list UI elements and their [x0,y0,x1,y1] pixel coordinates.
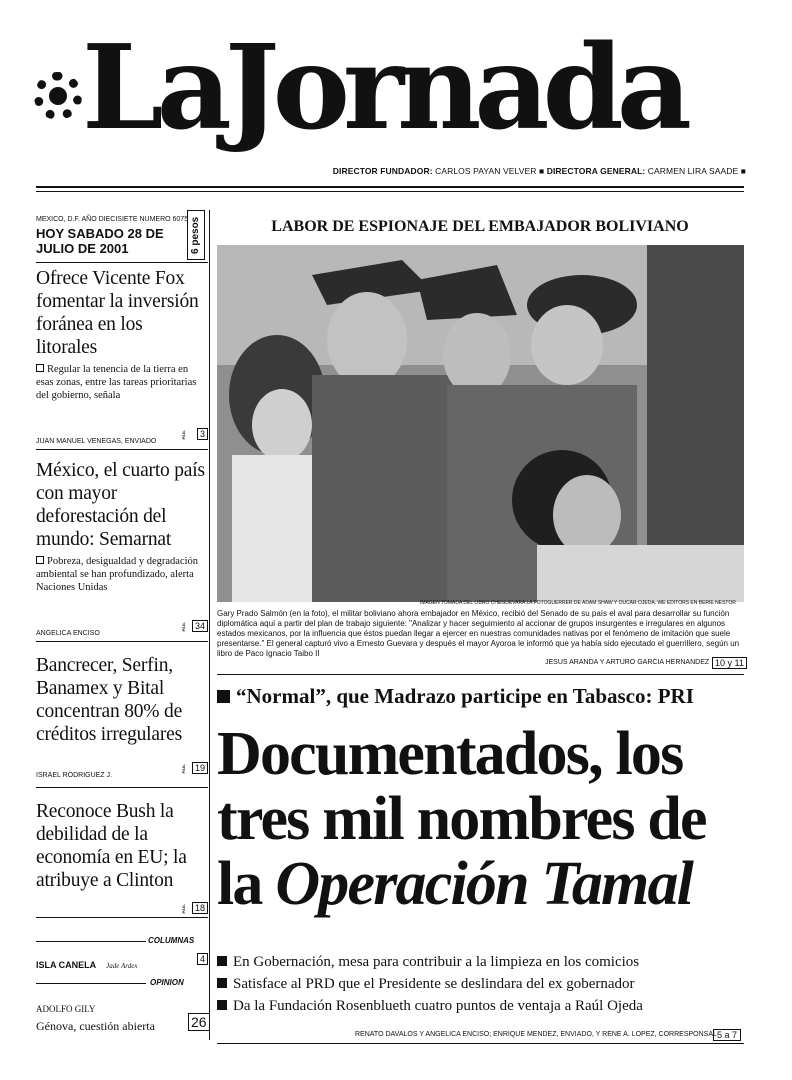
sun-logo-icon [34,72,82,120]
divider [36,641,208,642]
bullet-text[interactable]: En Gobernación, mesa para contribuir a la limpieza en los comicios [233,954,640,970]
story-headline[interactable]: Reconoce Bush la debilidad de la economía en EU; la atribuye a Clinton [36,801,187,891]
page-ref[interactable]: 3 [197,428,208,440]
page-ref[interactable]: 10 y 11 [712,657,747,669]
bullet-text[interactable]: Da la Fundación Rosenblueth cuatro puntos de ventaja a Raúl Ojeda [233,998,643,1014]
page-tag: PAG. [181,622,186,632]
director-name: CARLOS PAYAN VELVER [435,166,537,176]
story-summary-text: Regular la tenencia de la tierra en esas zonas, entre las tareas prioritarias del gobierno, señala [36,364,197,401]
opinion-rule [36,983,146,984]
bullet-square-icon [217,1000,227,1010]
photo-credit: IMAGEN TOMADA DEL LIBRO CHEGUEVARA LA FOTOGUERRER DE ADAM SHAW Y OUCAR OJEDA. WE EDITORS EN BERIE NESTOR [420,600,736,606]
opinion-title[interactable]: Génova, cuestión abierta [36,1019,155,1033]
price-box: 6 pesos [187,210,205,260]
bullet-text[interactable]: Satisface al PRD que el Presidente se deslindara del ex gobernador [233,976,635,992]
separator-icon: ■ [539,166,545,176]
story-footer [36,429,208,445]
story-headline[interactable]: Ofrece Vicente Fox fomentar la inversión foránea en los litorales [36,268,199,358]
divider [36,449,208,450]
columnas-title[interactable]: ISLA CANELA [36,960,97,970]
columnas-rule [36,941,146,942]
headline-line-1[interactable]: Documentados, los [217,720,683,788]
divider [36,787,208,788]
edition-date: HOY SABADO 28 DE JULIO DE 2001 [36,226,164,256]
main-headline[interactable] [217,722,757,917]
directora-name: CARMEN LIRA SAADE [647,166,739,176]
director-label: DIRECTOR FUNDADOR: [332,166,433,176]
page-tag: PAG. [181,764,186,774]
bullet-item[interactable] [217,951,643,973]
story-summary-text: Pobreza, desigualdad y degradación ambiental se han profundizado, alerta Naciones Unidas [36,556,199,593]
masthead-rule-thin [36,191,744,192]
story-footer [36,763,208,779]
page-ref[interactable]: 18 [192,902,208,914]
left-story-2[interactable] [36,459,208,594]
vertical-rule [209,210,210,1040]
bottom-rule [217,1043,744,1044]
photo-caption: Gary Prado Salmón (en la foto), el militar boliviano ahora embajador en México, recibió del Senado de su país el aval para desarrollar su función diplomática aquí a partir del plan de trabajo siguiente: "Analizar y hacer seguimiento al accionar de grupos insurgentes e irregulares en algunos estados mexicanos, por la influencia que éstos puedan llegar a ejercer en nuestras comunidades nativas por el fenómeno de imitación que suele presentarse." El general capturó vivo a Ernesto Guevara y después el mayor Ayoroa le informó que ya había sido ejecutado el guerrillero, según un libro de Paco Ignacio Taibo II [217,609,740,658]
columnas-label: COLUMNAS [148,936,195,945]
lead-photo [217,245,744,602]
opinion-author: ADOLFO GILY [36,1004,96,1014]
bullet-square-icon [217,978,227,988]
checkbox-icon [36,364,44,372]
story-footer [36,621,208,637]
subhead-text[interactable]: “Normal”, que Madrazo participe en Tabasco: PRI [236,684,694,708]
bullet-square-icon [217,956,227,966]
bullet-square-icon [217,690,230,703]
page-ref[interactable]: 4 [197,953,208,965]
opinion-label: OPINION [150,978,184,987]
masthead-rule [36,186,744,188]
page-ref[interactable]: 34 [192,620,208,632]
checkbox-icon [36,556,44,564]
columnas-author: Jade Ardex [106,962,138,970]
caption-rule [217,674,744,675]
headline-line-2[interactable]: tres mil nombres de [217,785,706,853]
page-ref[interactable]: 5 a 7 [713,1029,741,1041]
photo-kicker: LABOR DE ESPIONAJE DEL EMBAJADOR BOLIVIANO [271,218,689,235]
bottom-byline: RENATO DAVALOS Y ANGELICA ENCISO; ENRIQUE MENDEZ, ENVIADO, Y RENE A. LOPEZ, CORRESPONSAL [355,1031,717,1038]
headline-line-3[interactable] [217,852,757,917]
story-byline: ISRAEL RODRIGUEZ J. [36,772,112,779]
headline-bullets [217,951,643,1017]
page-ref[interactable]: 19 [192,762,208,774]
left-story-1[interactable] [36,267,208,402]
divider [36,917,208,918]
headline-line-3-italic[interactable]: Operación Tamal [275,850,693,918]
separator-icon: ■ [740,166,746,176]
left-story-3[interactable] [36,654,208,746]
story-headline[interactable]: Bancrecer, Serfin, Banamex y Bital concentran 80% de créditos irregulares [36,655,183,745]
story-summary [36,555,208,594]
photo-illustration [217,245,744,602]
story-summary [36,363,208,402]
story-footer [36,904,208,916]
caption-byline: JESUS ARANDA Y ARTURO GARCIA HERNANDEZ [545,659,710,666]
page-tag: PAG. [181,904,186,914]
directora-label: DIRECTORA GENERAL: [546,166,646,176]
bullet-item[interactable] [217,973,643,995]
masthead-logo: LaJornada [82,20,685,156]
masthead-credits [333,166,746,176]
bullet-item[interactable] [217,995,643,1017]
columnas-item[interactable] [36,955,208,973]
story-headline[interactable]: México, el cuarto país con mayor deforestación del mundo: Semarnat [36,460,205,550]
dateline: MEXICO, D.F. AÑO DIECISIETE NUMERO 6075 [36,216,189,223]
story-byline: JUAN MANUEL VENEGAS, ENVIADO [36,438,157,445]
headline-line-3-start[interactable]: la [217,850,276,918]
page-tag: PAG. [181,430,186,440]
left-rule [36,262,208,263]
left-story-4[interactable] [36,800,208,892]
page-ref[interactable]: 26 [188,1013,210,1031]
story-byline: ANGELICA ENCISO [36,630,100,637]
subhead[interactable] [217,684,694,709]
